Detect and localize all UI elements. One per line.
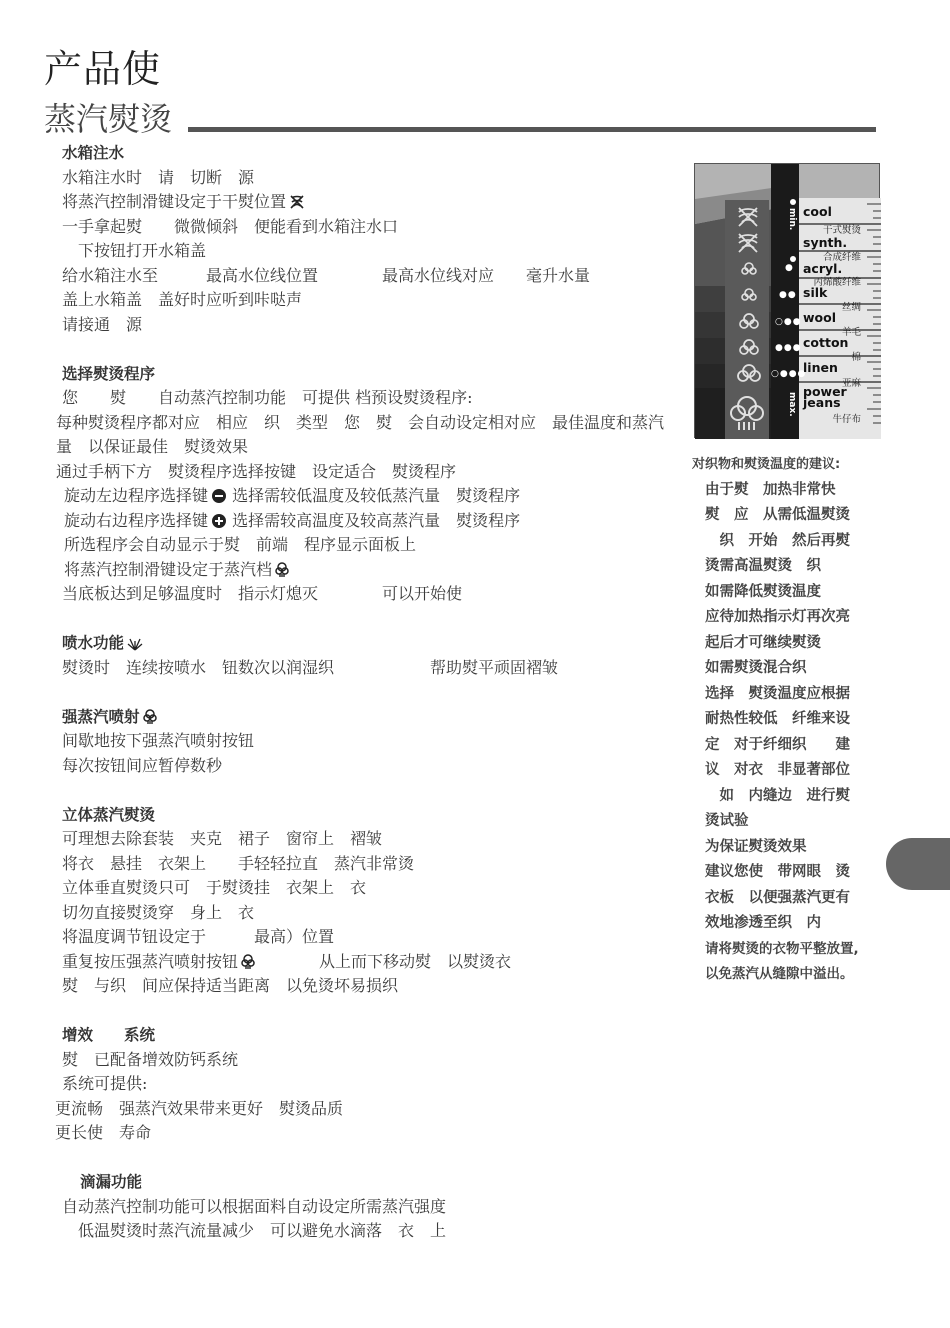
page-title: 产品使 <box>44 47 162 91</box>
text-line: 每种熨烫程序都对应 相应 织 类型 您 熨 会自动设定相对应 最佳温度和蒸汽 <box>56 412 665 432</box>
advice-line: 定 对于纤细织 建 <box>705 736 850 753</box>
section-heading: 立体蒸汽熨烫 <box>62 805 156 824</box>
section-vertical-steam <box>0 803 690 999</box>
steam-icon <box>275 562 289 578</box>
text-line: 量 以保证最佳 熨烫效果 <box>56 437 249 456</box>
text-line: 熨烫时 连续按喷水 钮数次以润湿织 帮助熨平顽固褶皱 <box>62 657 559 677</box>
fabric-label: linen <box>803 360 838 375</box>
fabric-label: cool <box>803 204 832 219</box>
section-heading: 选择熨烫程序 <box>62 364 156 383</box>
text-line: 自动蒸汽控制功能可以根据面料自动设定所需蒸汽强度 <box>62 1196 447 1216</box>
advice-line: 如 内缝边 进行熨 <box>705 787 850 804</box>
text-line: 盖上水箱盖 盖好时应听到咔哒声 <box>62 290 303 309</box>
max-label: max. <box>787 392 797 417</box>
text-line: 当底板达到足够温度时 指示灯熄灭 可以开始使 <box>62 584 463 603</box>
dry-iron-icon <box>735 232 761 254</box>
fabric-label: acryl. <box>803 261 843 276</box>
fabric-label: synth. <box>803 235 848 250</box>
fabric-label-cn: 干式熨烫 <box>822 225 861 236</box>
temperature-dots: ●● <box>779 290 797 300</box>
power-steam-icon <box>725 390 769 434</box>
temperature-dots: ●●● <box>775 343 802 353</box>
section-heading: 水箱注水 <box>62 144 125 162</box>
advice-line: 由于熨 加热非常快 <box>705 481 836 498</box>
section-anti-scale <box>0 1023 690 1146</box>
text-line: 间歇地按下强蒸汽喷射按钮 <box>62 731 255 750</box>
min-label: min. <box>787 208 797 231</box>
advice-line: 议 对衣 非显著部位 <box>705 762 850 778</box>
text-line: 低温熨烫时蒸汽流量减少 可以避免水滴落 衣 上 <box>62 1221 447 1240</box>
text-line: 可理想去除套装 夹克 裙子 窗帘上 褶皱 <box>62 829 383 848</box>
fabric-advice <box>692 452 878 988</box>
text-line: 重复按压强蒸汽喷射按钮 从上而下移动熨 以熨烫衣 <box>62 951 512 971</box>
text-line: 立体垂直熨烫只可 于熨烫挂 衣架上 衣 <box>62 878 367 897</box>
text-line: 旋动左边程序选择键 选择需较低温度及较低蒸汽量 熨烫程序 <box>64 486 521 505</box>
text-line: 将温度调节钮设定于 最高）位置 <box>62 927 335 946</box>
section-fill-water <box>0 141 690 337</box>
temperature-dots: ● <box>785 263 794 273</box>
advice-line: 如需熨烫混合织 <box>705 660 807 676</box>
advice-line: 为保证熨烫效果 <box>705 838 807 855</box>
text-line: 通过手柄下方 熨烫程序选择按键 设定适合 熨烫程序 <box>56 461 457 481</box>
text-line: 您 熨 自动蒸汽控制功能 可提供 档预设熨烫程序: <box>62 388 473 407</box>
temperature-dots: ○●●● <box>771 369 807 379</box>
text-line: 系统可提供: <box>62 1074 148 1093</box>
text-line: 将衣 悬挂 衣架上 手轻轻拉直 蒸汽非常烫 <box>62 853 415 873</box>
steam-medium-icon <box>737 338 761 360</box>
text-line: 下按钮打开水箱盖 <box>62 241 207 260</box>
advice-line: 请将熨烫的衣物平整放置, <box>705 940 859 957</box>
text-line: 一手拿起熨 微微倾斜 便能看到水箱注水口 <box>62 216 399 236</box>
steam-high-icon <box>735 363 763 387</box>
text-line: 水箱注水时 请 切断 源 <box>62 167 255 187</box>
dry-iron-icon <box>289 194 305 210</box>
advice-line: 烫需高温熨烫 织 <box>705 558 821 574</box>
advice-line: 起后才可继续熨烫 <box>705 634 821 651</box>
fabric-label: wool <box>803 310 837 325</box>
advice-line: 如需降低熨烫温度 <box>705 583 821 600</box>
fabric-label-cn: 合成纤维 <box>822 252 861 263</box>
advice-line: 效地渗透至织 内 <box>705 915 821 931</box>
text-line: 更流畅 强蒸汽效果带来更好 熨烫品质 <box>55 1098 344 1118</box>
advice-line: 建议您使 带网眼 烫 <box>705 864 850 880</box>
text-line: 旋动右边程序选择键 选择需较高温度及较高蒸汽量 熨烫程序 <box>64 510 521 530</box>
advice-line: 织 开始 然后再熨 <box>705 532 850 549</box>
advice-line: 耐热性较低 纤维来设 <box>705 711 850 727</box>
text-line: 熨 与织 间应保持适当距离 以免烫坏易损织 <box>62 976 399 995</box>
dry-iron-icon <box>735 206 761 228</box>
section-heading: 增效 系统 <box>62 1026 156 1044</box>
text-line: 每次按钮间应暂停数秒 <box>62 755 223 775</box>
fabric-label-cn: 牛仔布 <box>832 414 861 425</box>
minus-button-icon <box>211 488 227 504</box>
advice-line: 烫试验 <box>705 813 749 829</box>
section-spray <box>0 631 690 680</box>
steam-burst-icon <box>241 954 255 970</box>
text-line: 请接通 源 <box>62 314 143 334</box>
fabric-label: silk <box>803 285 828 300</box>
steam-burst-icon <box>143 709 157 725</box>
section-anti-drip <box>0 1170 690 1244</box>
section-shot-of-steam <box>0 705 690 779</box>
text-line: 更长使 寿命 <box>55 1123 152 1142</box>
steam-low-icon <box>739 286 759 306</box>
fabric-label-cn: 亚麻 <box>841 378 861 389</box>
chapter-tab <box>886 838 950 890</box>
fabric-temperature-chart <box>694 163 880 438</box>
fabric-label-cn: 棉 <box>851 352 861 363</box>
advice-title: 对织物和熨烫温度的建议: <box>692 457 841 472</box>
fabric-label: cotton <box>803 335 849 350</box>
main-content <box>0 141 690 1268</box>
section-title: 蒸汽熨烫 <box>44 100 173 138</box>
section-heading: 强蒸汽喷射 <box>0 705 690 730</box>
section-heading: 滴漏功能 <box>80 1173 143 1191</box>
fabric-label-cn: 羊毛 <box>841 327 861 338</box>
advice-line: 熨 应 从需低温熨烫 <box>705 507 850 523</box>
steam-medium-icon <box>737 312 761 334</box>
text-line: 给水箱注水至 最高水位线位置 最高水位线对应 毫升水量 <box>62 265 591 285</box>
fabric-label-cn: 丙烯酸纤维 <box>813 277 861 288</box>
text-line: 切勿直接熨烫穿 身上 衣 <box>62 902 255 922</box>
advice-line: 衣板 以便强蒸汽更有 <box>705 889 850 906</box>
advice-line: 以免蒸汽从缝隙中溢出。 <box>705 966 854 982</box>
plus-button-icon <box>211 513 227 529</box>
spray-icon <box>127 635 143 651</box>
advice-line: 应待加热指示灯再次亮 <box>705 609 850 625</box>
fabric-label-cn: 丝绸 <box>841 302 861 313</box>
temperature-dots: ○●● <box>775 317 802 327</box>
text-line: 将蒸汽控制滑键设定于干熨位置 <box>0 190 690 215</box>
steam-low-icon <box>739 260 759 280</box>
title-rule <box>188 127 876 132</box>
text-line: 所选程序会自动显示于熨 前端 程序显示面板上 <box>64 535 417 554</box>
section-heading: 喷水功能 <box>0 631 690 656</box>
section-select-program <box>0 362 690 607</box>
text-line: 熨 已配备增效防钙系统 <box>62 1049 239 1069</box>
advice-line: 选择 熨烫温度应根据 <box>705 685 850 702</box>
text-line: 将蒸汽控制滑键设定于蒸汽档 <box>0 558 690 583</box>
fabric-label: power jeans <box>803 384 847 410</box>
